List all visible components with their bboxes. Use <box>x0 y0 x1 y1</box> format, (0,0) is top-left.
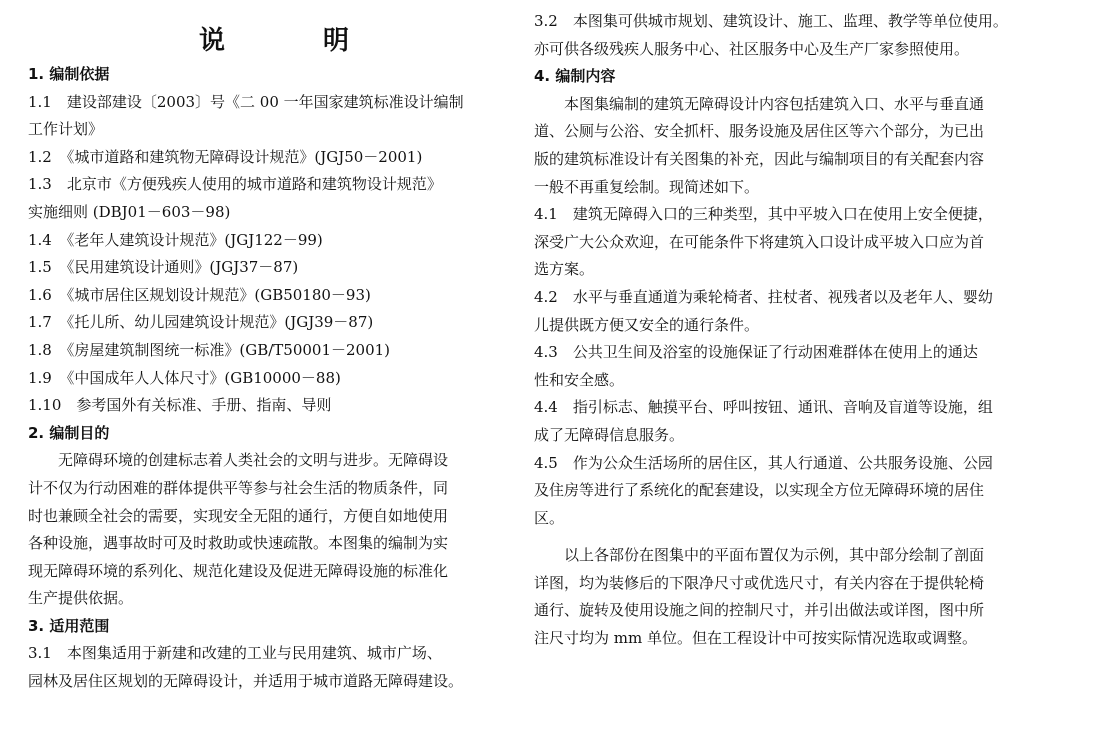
text-line: 及住房等进行了系统化的配套建设，以实现全方位无障碍环境的居住 <box>534 481 985 500</box>
text-line: 注尺寸均为 mm 单位。但在工程设计中可按实际情况选取或调整。 <box>534 629 977 648</box>
section-heading: 1. 编制依据 <box>28 65 110 83</box>
text-line: 儿提供既方便又安全的通行条件。 <box>534 315 760 334</box>
right-column <box>534 0 1074 653</box>
text-line: 生产提供依据。 <box>28 589 134 608</box>
text-line: 4.3 公共卫生间及浴室的设施保证了行动困难群体在使用上的通达 <box>534 343 978 362</box>
left-column <box>28 0 520 696</box>
text-line: 3.2 本图集可供城市规划、建筑设计、施工、监理、教学等单位使用。 <box>534 12 1008 30</box>
text-line: 版的建筑标准设计有关图集的补充，因此与编制项目的有关配套内容 <box>534 149 985 168</box>
text-line: 4.2 水平与垂直通道为乘轮椅者、拄杖者、视残者以及老年人、婴幼 <box>534 287 993 306</box>
text-line: 实施细则 (DBJ01－603－98) <box>28 202 231 221</box>
text-line: 4.4 指引标志、触摸平台、呼叫按钮、通讯、音响及盲道等设施，组 <box>534 398 993 417</box>
text-line: 园林及居住区规划的无障碍设计，并适用于城市道路无障碍建设。 <box>28 672 464 691</box>
page-title: 说 明 <box>198 26 385 56</box>
text-line: 时也兼顾全社会的需要，实现安全无阻的通行，方便自如地使用 <box>28 506 449 525</box>
text-line: 亦可供各级残疾人服务中心、社区服务中心及生产厂家参照使用。 <box>534 39 970 58</box>
text-line: 1.1 建设部建设〔2003〕号《二 00 一年国家建筑标准设计编制 <box>28 92 464 111</box>
text-line: 1.2 《城市道路和建筑物无障碍设计规范》(JGJ50－2001) <box>28 147 423 166</box>
text-line: 工作计划》 <box>28 120 104 139</box>
text-line: 4.5 作为公众生活场所的居住区，其人行通道、公共服务设施、公园 <box>534 453 993 472</box>
section-heading: 2. 编制目的 <box>28 423 110 442</box>
text-line: 1.10 参考国外有关标准、手册、指南、导则 <box>28 396 332 415</box>
text-line: 1.4 《老年人建筑设计规范》(JGJ122－99) <box>28 230 323 249</box>
text-line: 本图集编制的建筑无障碍设计内容包括建筑入口、水平与垂直通 <box>564 94 985 113</box>
text-line: 1.9 《中国成年人人体尺寸》(GB10000－88) <box>28 368 341 387</box>
text-line: 无障碍环境的创建标志着人类社会的文明与进步。无障碍设 <box>58 451 449 470</box>
text-line: 3.1 本图集适用于新建和改建的工业与民用建筑、城市广场、 <box>28 644 442 663</box>
text-line: 1.3 北京市《方便残疾人使用的城市道路和建筑物设计规范》 <box>28 175 442 194</box>
text-line: 1.8 《房屋建筑制图统一标准》(GB/T50001－2001) <box>28 340 391 359</box>
text-line: 4.1 建筑无障碍入口的三种类型，其中平坡入口在使用上安全便捷， <box>534 205 993 224</box>
text-line: 1.5 《民用建筑设计通则》(JGJ37－87) <box>28 258 299 277</box>
text-line: 现无障碍环境的系列化、规范化建设及促进无障碍设施的标准化 <box>28 561 449 580</box>
text-line: 通行、旋转及使用设施之间的控制尺寸，并引出做法或详图，图中所 <box>534 601 985 620</box>
left-column-body <box>28 61 520 696</box>
text-line: 一般不再重复绘制。现简述如下。 <box>534 177 760 196</box>
text-line: 成了无障碍信息服务。 <box>534 425 685 444</box>
section-heading: 3. 适用范围 <box>28 616 110 635</box>
text-line: 以上各部份在图集中的平面布置仅为示例，其中部分绘制了剖面 <box>564 546 985 565</box>
section-heading: 4. 编制内容 <box>534 67 616 86</box>
text-line: 性和安全感。 <box>534 370 625 389</box>
right-column-body <box>534 8 1074 653</box>
text-line: 1.7 《托儿所、幼儿园建筑设计规范》(JGJ39－87) <box>28 313 374 332</box>
text-line: 详图，均为装修后的下限净尺寸或优选尺寸，有关内容在于提供轮椅 <box>534 573 985 592</box>
text-line: 选方案。 <box>534 260 595 279</box>
text-line: 1.6 《城市居住区规划设计规范》(GB50180－93) <box>28 285 371 304</box>
text-line: 计不仅为行动困难的群体提供平等参与社会生活的物质条件，同 <box>28 478 449 497</box>
text-line: 道、公厕与公浴、安全抓杆、服务设施及居住区等六个部分，为已出 <box>534 122 985 141</box>
paragraph-gap <box>534 532 1074 542</box>
text-line: 深受广大公众欢迎，在可能条件下将建筑入口设计成平坡入口应为首 <box>534 232 985 251</box>
text-line: 区。 <box>534 508 565 527</box>
text-line: 各种设施，遇事故时可及时救助或快速疏散。本图集的编制为实 <box>28 534 449 553</box>
